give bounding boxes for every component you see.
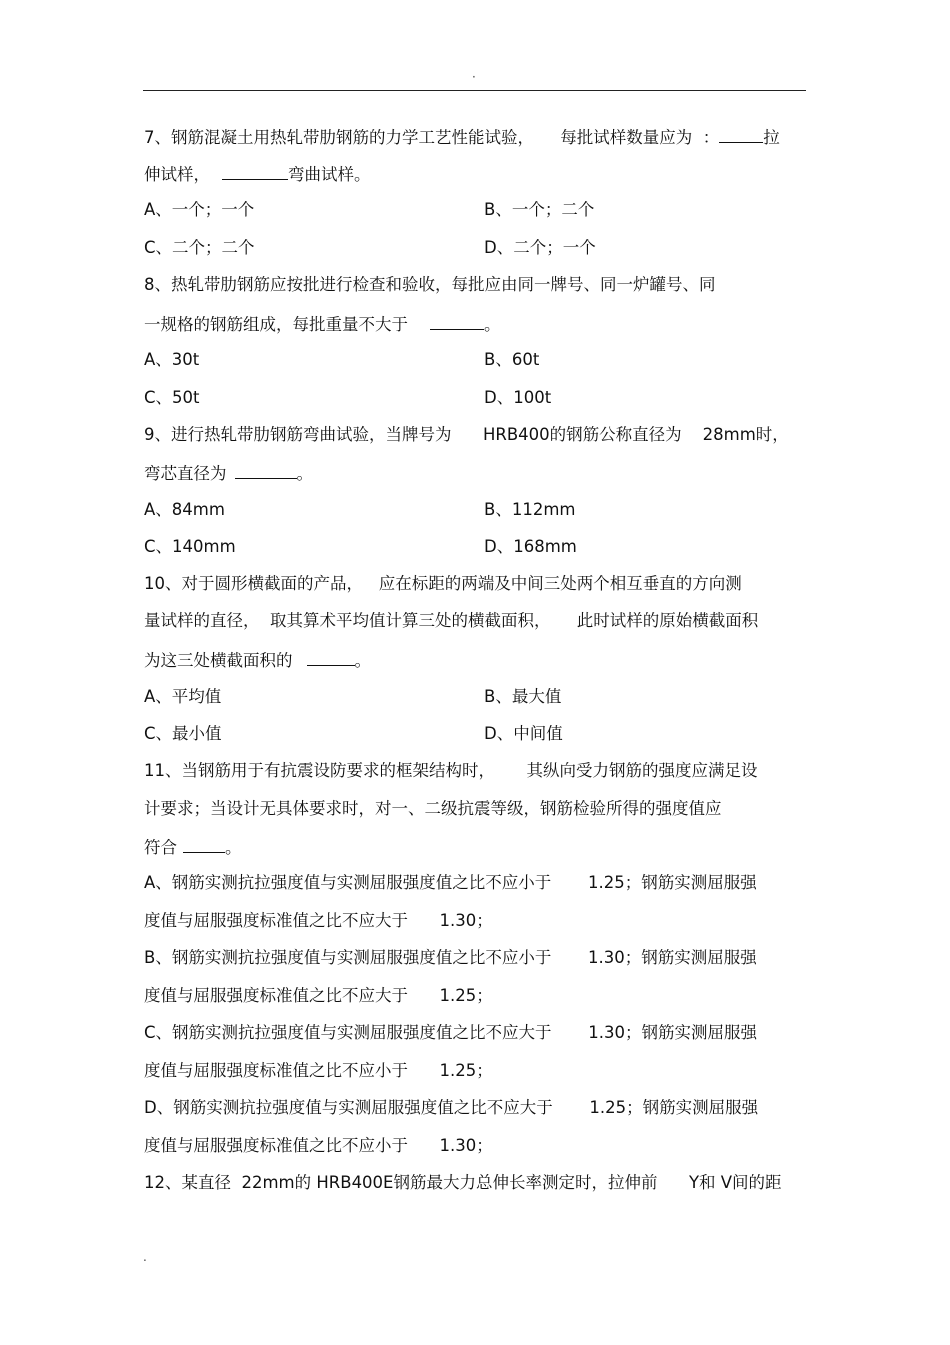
question-9-option-b: B、112mm (484, 500, 576, 519)
header-rule (143, 90, 806, 91)
question-11-option-d-line-1: D、钢筋实测抗拉强度值与实测屈服强度值之比不应大于 1.25；钢筋实测屈服强 (144, 1098, 759, 1117)
question-7-option-c: C、二个；二个 (144, 238, 255, 257)
question-11-option-a-line-2: 度值与屈服强度标准值之比不应大于 1.30； (144, 911, 493, 930)
question-11-option-a-line-1: A、钢筋实测抗拉强度值与实测屈服强度值之比不应小于 1.25；钢筋实测屈服强 (144, 873, 757, 892)
question-11-line-1: 11、当钢筋用于有抗震设防要求的框架结构时， 其纵向受力钢筋的强度应满足设 (144, 761, 758, 780)
question-7-line-1: 7、钢筋混凝土用热轧带肋钢筋的力学工艺性能试验， 每批试样数量应为 ： 拉 (144, 128, 780, 147)
question-9-option-c: C、140mm (144, 537, 236, 556)
question-7-option-d: D、二个；一个 (484, 238, 596, 257)
question-11-option-d-line-2: 度值与屈服强度标准值之比不应小于 1.30； (144, 1136, 493, 1155)
question-10-line-2: 量试样的直径， 取其算术平均值计算三处的横截面积， 此时试样的原始横截面积 (144, 611, 759, 630)
answer-blank (235, 462, 297, 479)
answer-blank (222, 163, 288, 180)
footer-mark: . (143, 1250, 147, 1264)
header-mark: · (472, 70, 476, 84)
question-11-line-2: 计要求；当设计无具体要求时，对一、二级抗震等级，钢筋检验所得的强度值应 (144, 799, 722, 818)
question-11-option-b-line-1: B、钢筋实测抗拉强度值与实测屈服强度值之比不应小于 1.30；钢筋实测屈服强 (144, 948, 757, 967)
question-11-option-c-line-2: 度值与屈服强度标准值之比不应小于 1.25； (144, 1061, 493, 1080)
question-9-line-2: 弯芯直径为 。 (144, 464, 313, 483)
question-8-line-1: 8、热轧带肋钢筋应按批进行检查和验收，每批应由同一牌号、同一炉罐号、同 (144, 275, 716, 294)
question-7-option-a: A、一个；一个 (144, 200, 255, 219)
answer-blank (307, 649, 355, 666)
question-10-option-c: C、最小值 (144, 724, 222, 743)
question-7-line-2: 伸试样， 弯曲试样。 (144, 165, 371, 184)
question-9-option-d: D、168mm (484, 537, 577, 556)
question-8-option-d: D、100t (484, 388, 552, 407)
question-10-option-b: B、最大值 (484, 687, 562, 706)
question-11-option-b-line-2: 度值与屈服强度标准值之比不应大于 1.25； (144, 986, 493, 1005)
answer-blank (183, 836, 225, 853)
question-8-option-a: A、30t (144, 350, 200, 369)
question-10-line-3: 为这三处横截面积的 。 (144, 651, 371, 670)
question-9-option-a: A、84mm (144, 500, 225, 519)
question-11-line-3: 符合 。 (144, 838, 242, 857)
question-8-option-b: B、60t (484, 350, 540, 369)
question-10-line-1: 10、对于圆形横截面的产品， 应在标距的两端及中间三处两个相互垂直的方向测 (144, 574, 742, 593)
answer-blank (430, 313, 484, 330)
question-10-option-a: A、平均值 (144, 687, 222, 706)
question-8-option-c: C、50t (144, 388, 200, 407)
question-10-option-d: D、中间值 (484, 724, 563, 743)
question-12-line-1: 12、某直径 22mm的 HRB400E钢筋最大力总伸长率测定时，拉伸前 Y和 V间的距 (144, 1173, 782, 1192)
question-8-line-2: 一规格的钢筋组成，每批重量不大于 。 (144, 315, 501, 334)
question-9-line-1: 9、进行热轧带肋钢筋弯曲试验，当牌号为 HRB400的钢筋公称直径为 28mm时， (144, 425, 789, 444)
answer-blank (719, 126, 763, 143)
question-11-option-c-line-1: C、钢筋实测抗拉强度值与实测屈服强度值之比不应大于 1.30；钢筋实测屈服强 (144, 1023, 757, 1042)
question-7-option-b: B、一个；二个 (484, 200, 595, 219)
